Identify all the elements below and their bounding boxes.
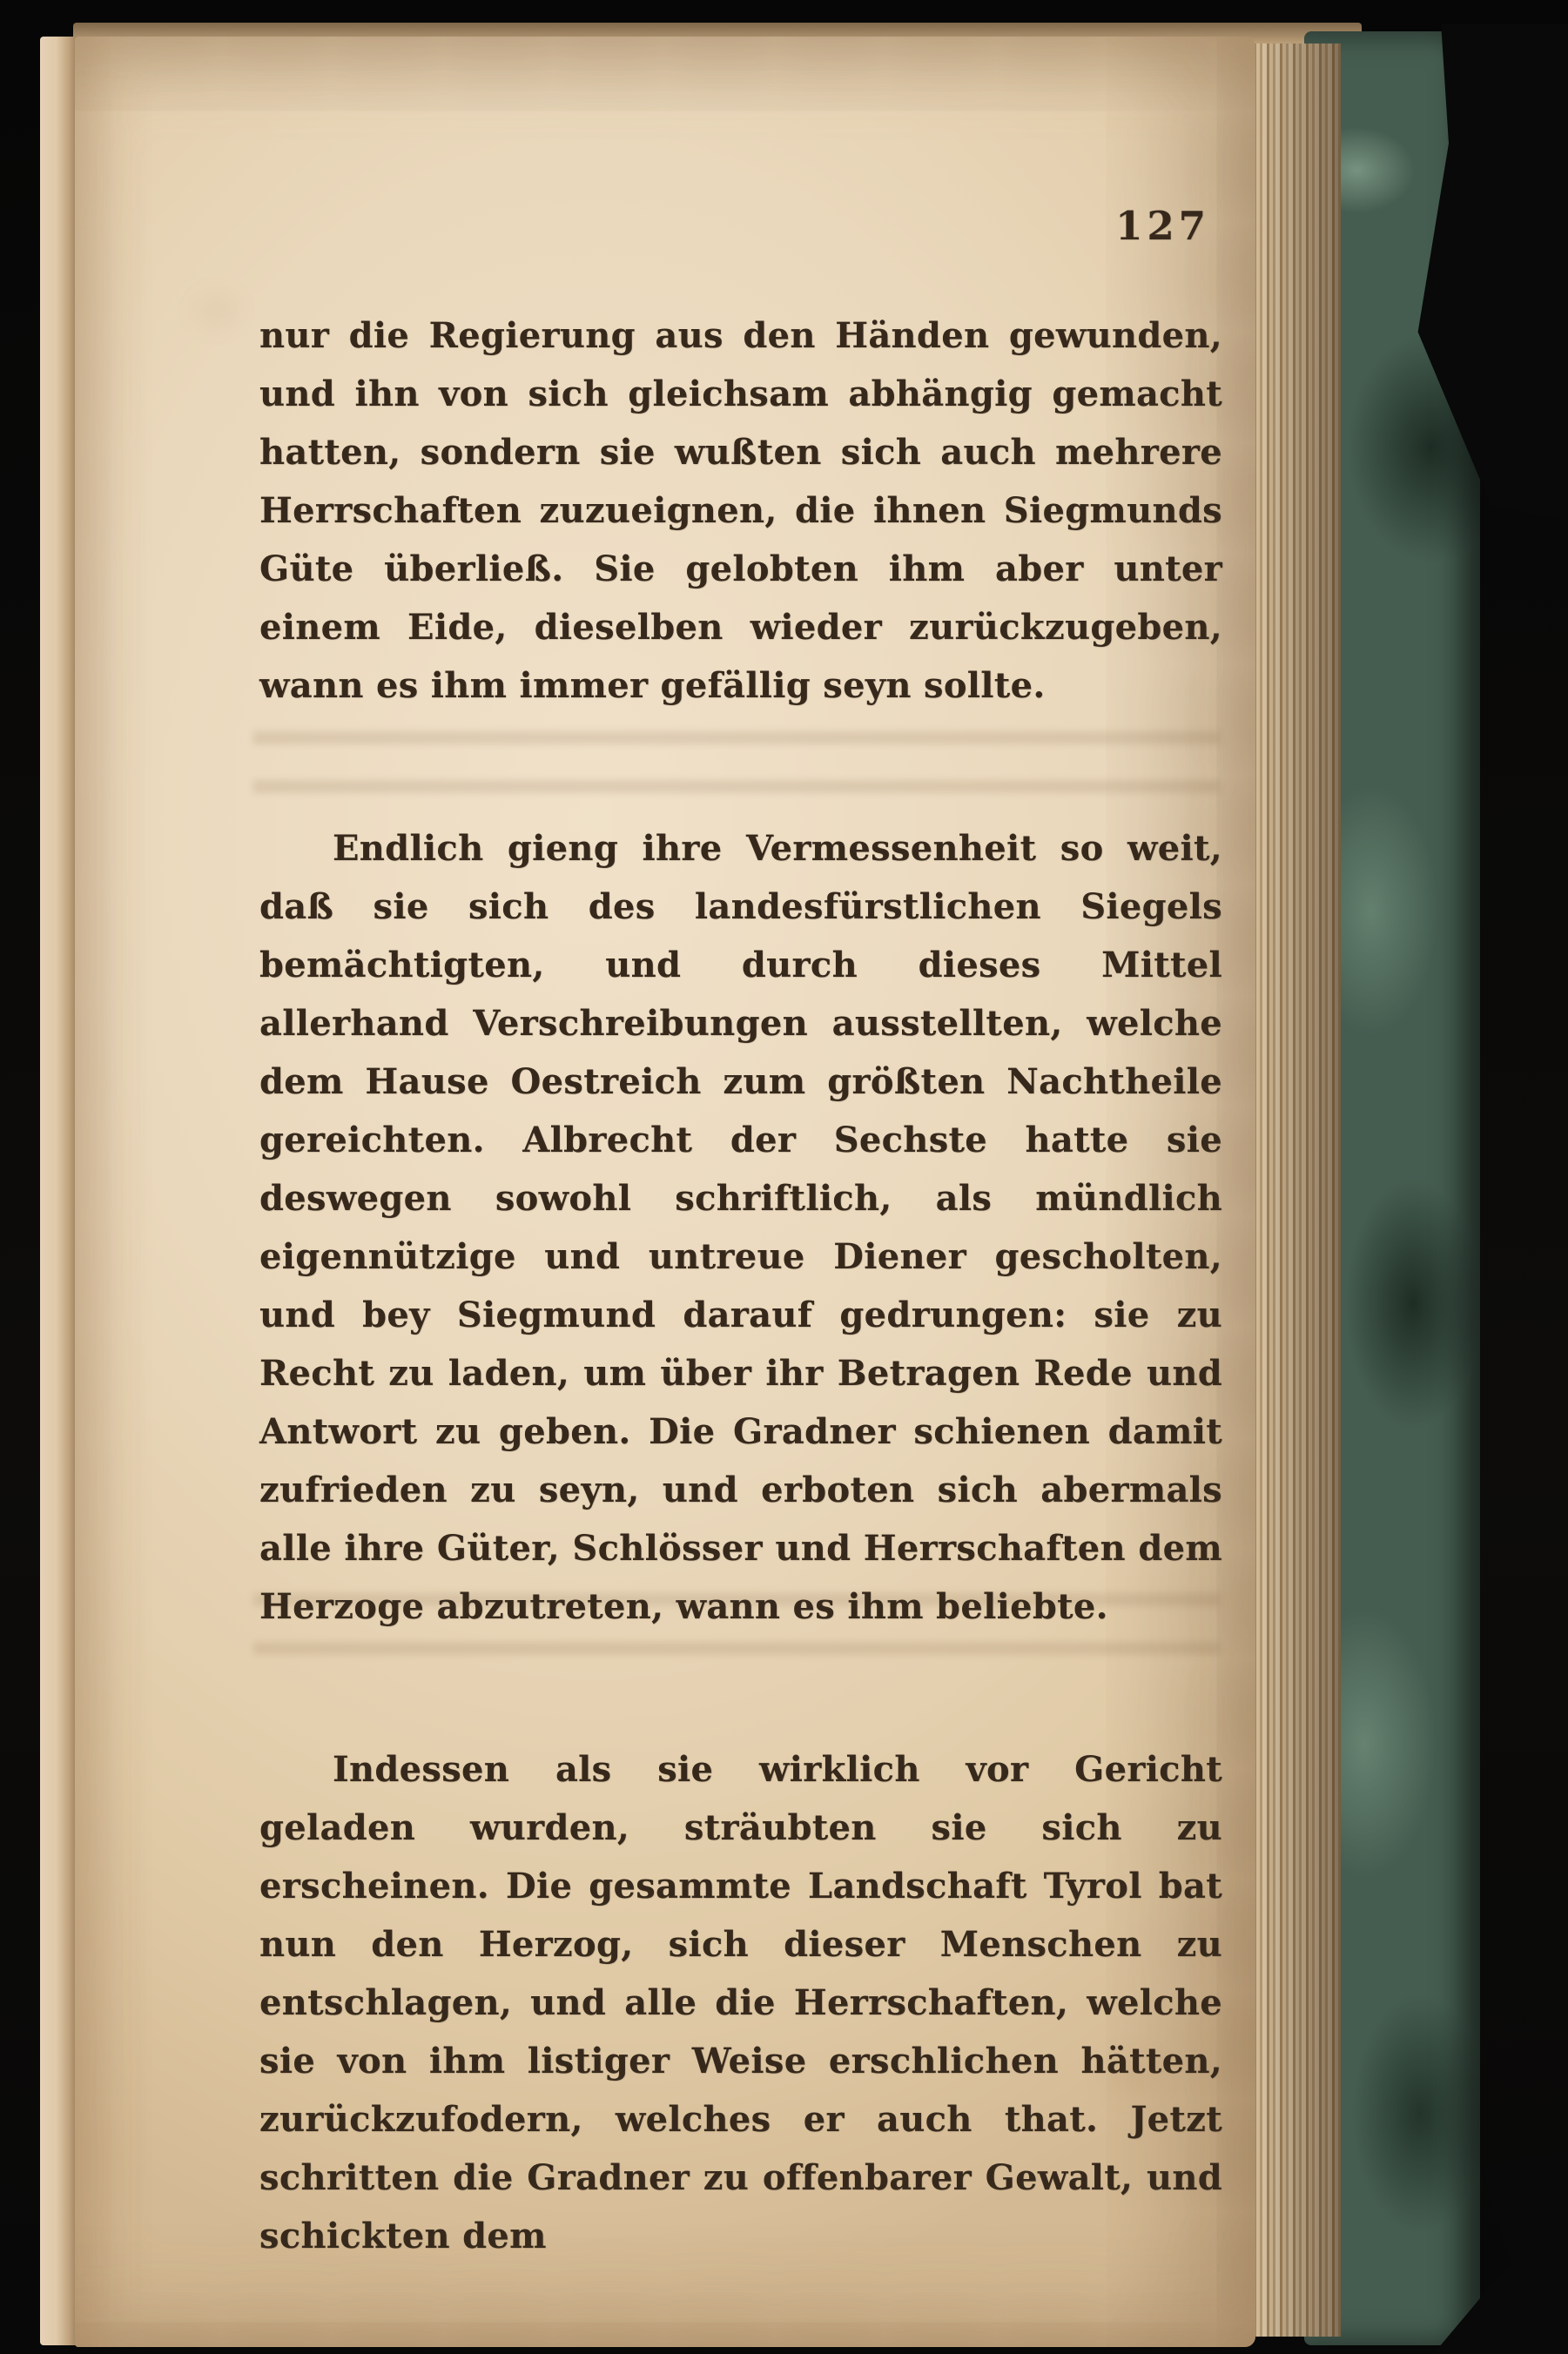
page-stack-edges [1243, 44, 1341, 2337]
page-number: 127 [1115, 203, 1210, 249]
paragraph: Endlich gieng ihre Vermessenheit so weit, daß sie sich des landesfürstlichen Siegels bemächtigten, und durch dieses Mittel allerhand Verschreibungen ausstellten, welche dem Hause Oestreich zum größten Nachtheile gereichten. Albrecht der Sechste hatte sie deswegen sowohl schriftlich, als mündlich eigennützige und untreue Diener gescholten, und bey Siegmund darauf gedrungen: sie zu Recht zu laden, um über ihr Betragen Rede und Antwort zu geben. Die Gradner schienen damit zufrieden zu seyn, und erboten sich abermals alle ihre Güter, Schlösser und Herrschaften dem Herzoge abzutreten, wann es ihm beliebte. [259, 828, 1222, 1627]
paragraph: Indessen als sie wirklich vor Gericht geladen wurden, sträubten sie sich zu erscheinen. Die gesammte Landschaft Tyrol bat nun den Herzog, sich dieser Menschen zu entschlagen, und alle die Herrschaften, welche sie von ihm listiger Weise erschlichen hätten, zurückzufodern, welches er auch that. Jetzt schritten die Gradner zu offenbarer Gewalt, und schickten dem [259, 1749, 1222, 2256]
paper-stain [197, 298, 237, 324]
page-text-block [259, 200, 1222, 2265]
paragraph-continued: nur die Regierung aus den Händen gewunden, und ihn von sich gleichsam abhängig gemacht hatten, sondern sie wußten sich auch mehrere Herrschaften zuzueignen, die ihnen Siegmunds Güte überließ. Sie gelobten ihm aber unter einem Eide, dieselben wieder zurückzugeben, wann es ihm immer gefällig seyn sollte. [259, 315, 1222, 706]
book-page [75, 37, 1255, 2347]
